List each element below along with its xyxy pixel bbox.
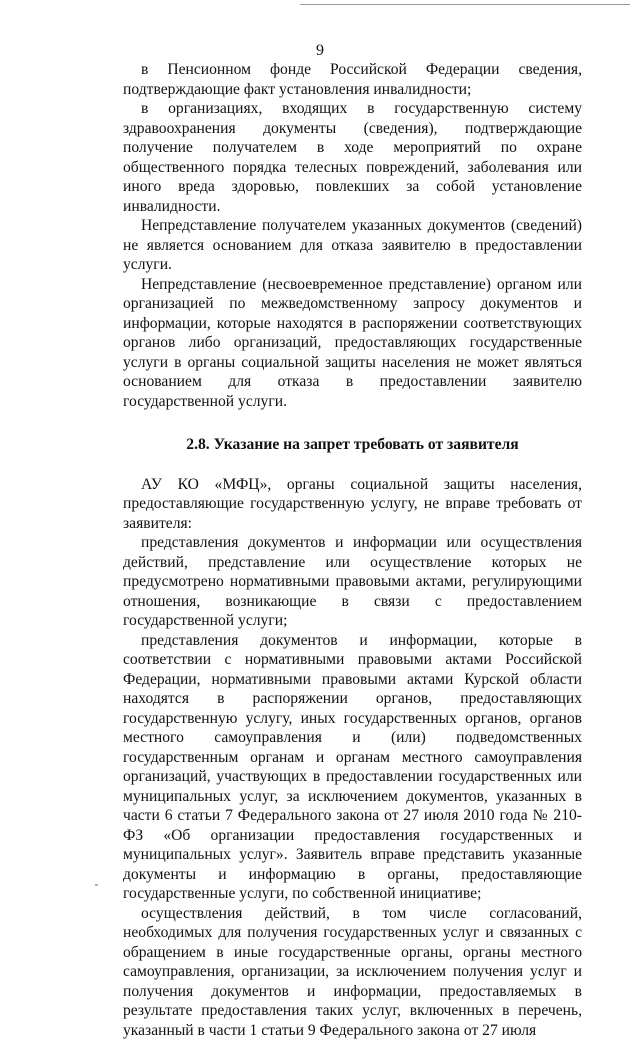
paragraph-interagency-request: Непредставление (несвоевременное представление) органом или организацией по межведомственному запросу документов и информации, которые находятся в распоряжении соответствующих органов либо организаций, предоставляющих государственные услуги в органы социальной защиты населения не может являться основанием для отказа в предоставлении заявителю государственной услуги. [123, 275, 582, 412]
paragraph-healthcare: в организациях, входящих в государственную систему здравоохранения документы (сведения), подтверждающие получение получателем в ходе мероприятий по охране общественного порядка телесных повреждений, заболевания или иного вреда здоровью, повлекших за собой установление инвалидности. [123, 99, 582, 216]
top-rule-divider [300, 4, 630, 5]
paragraph-non-submission: Непредставление получателем указанных документов (сведений) не является основанием для отказа заявителю в предоставлении услуги. [123, 216, 582, 275]
document-body [123, 60, 582, 1040]
paragraph-mfc-intro: АУ КО «МФЦ», органы социальной защиты населения, предоставляющие государственную услугу, не вправе требовать от заявителя: [123, 475, 582, 534]
paragraph-actions-approvals: осуществления действий, в том числе согласований, необходимых для получения государственных услуг и связанных с обращением в иные государственные органы, органы местного самоуправления, организации, за исключением получения услуг и получения документов и информации, предоставляемых в результате предоставления таких услуг, включенных в перечень, указанный в части 1 статьи 9 Федерального закона от 27 июля [123, 904, 582, 1040]
paragraph-pension-fund: в Пенсионном фонде Российской Федерации сведения, подтверждающие факт установления инвалидности; [123, 60, 582, 99]
scan-artifact [95, 884, 98, 886]
paragraph-documents-in-possession: представления документов и информации, которые в соответствии с нормативными правовыми актами Российской Федерации, нормативными правовыми актами Курской области находятся в распоряжении органов, предоставляющих государственную услугу, иных государственных органов, органов местного самоуправления и (или) подведомственных государственным органам и органам местного самоуправления организаций, участвующих в предоставлении государственных или муниципальных услуг, за исключением документов, указанных в части 6 статьи 7 Федерального закона от 27 июля 2010 года № 210-ФЗ «Об организации предоставления государственных и муниципальных услуг». Заявитель вправе представить указанные документы и информацию в органы, предоставляющие государственные услуги, по собственной инициативе; [123, 631, 582, 904]
paragraph-documents-not-required: представления документов и информации или осуществления действий, представление или осуществление которых не предусмотрено нормативными правовыми актами, регулирующими отношения, возникающие в связи с предоставлением государственной услуги; [123, 533, 582, 631]
page-number: 9 [0, 42, 640, 60]
section-heading: 2.8. Указание на запрет требовать от заявителя [123, 435, 582, 455]
